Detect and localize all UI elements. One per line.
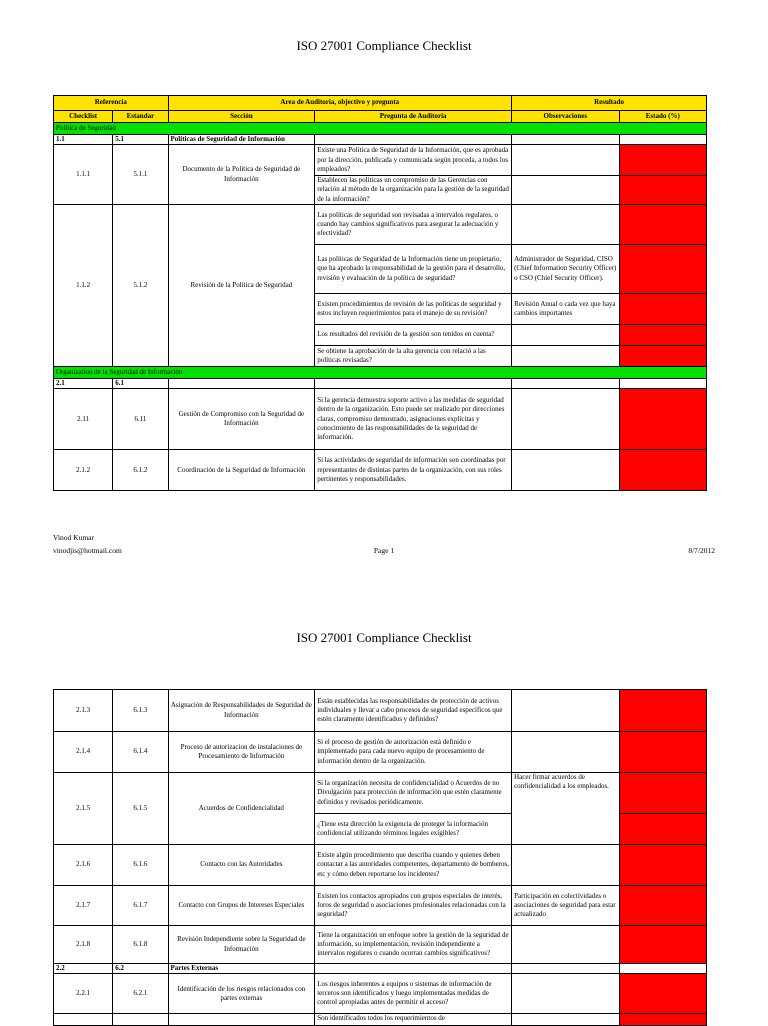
row-checklist: 2.1.8 xyxy=(54,926,113,964)
question: Están establecidas las responsabilidades de protección de activos individuales y llevar a cabo procesos de seguridad específicos que estén claramente identificados y definidos? xyxy=(315,690,512,732)
row-seccion: Coordinación de la Seguridad de Información xyxy=(168,450,315,491)
status-cell[interactable] xyxy=(619,145,706,176)
row-estandar: 6.1.2 xyxy=(113,450,168,491)
status-cell[interactable] xyxy=(619,345,706,366)
observation xyxy=(512,204,619,244)
header-observaciones: Observaciones xyxy=(512,111,619,123)
row-checklist: 2.1.6 xyxy=(54,845,113,886)
row-checklist: 2.11 xyxy=(54,389,113,450)
question: Existe una Política de Seguridad de la Información, que es aprobada por la dirección, publicada y comunicada según proceda, a todos los empleados? xyxy=(315,145,512,176)
observation xyxy=(512,324,619,345)
status-cell[interactable] xyxy=(619,773,706,814)
observation xyxy=(512,389,619,450)
observation xyxy=(512,345,619,366)
question: Las políticas de Seguridad de la Información tiene un propietario, que ha aprobado la responsabilidad de la gestión para el desarrollo, revisión y evaluación de la política de seguridad? xyxy=(315,244,512,293)
question: Existen procedimientos de revisión de las políticas de seguridad y estos incluyen requerimientos para el manejo de su revisión? xyxy=(315,293,512,324)
ref-checklist: 2.1 xyxy=(54,378,113,388)
header-seccion: Sección xyxy=(168,111,315,123)
row-seccion: Proceso de autorizacion de instalaciones de Procesamiento de Información xyxy=(168,732,315,773)
question: Si la organización necesita de confidencialidad o Acuerdos de no Divulgación para protección de información que estén claramente definidos y revisados periódicamente. xyxy=(315,773,512,814)
row-seccion: Identificación de los riesgos relacionados con partes externas xyxy=(168,974,315,1014)
ref-seccion: Politicas de Seguridad de Información xyxy=(168,135,315,145)
question: Se obtiene la aprobación de la alta gerencia con relació a las políticas revisadas? xyxy=(315,345,512,366)
row-seccion: Asignación de Responsabilidades de Seguridad de Información xyxy=(168,690,315,732)
section-organizacion: Organization de la Seguridad de Información xyxy=(54,366,707,378)
observation: Revisión Anual o cada vez que haya cambios importantes xyxy=(512,293,619,324)
section-politica-seguridad: Politica de Seguridad xyxy=(54,123,707,135)
header-checklist: Checklist xyxy=(54,111,113,123)
row-estandar: 6.1.8 xyxy=(113,926,168,964)
ref-checklist: 2.2 xyxy=(54,964,113,974)
row-seccion: Revisión Independiente sobre la Seguridad de Información xyxy=(168,926,315,964)
status-cell[interactable] xyxy=(619,176,706,205)
observation xyxy=(512,145,619,176)
footer-email: vinodjis@hotmail.com xyxy=(53,546,122,555)
row-seccion: Revisión de la Política de Seguridad xyxy=(168,204,315,366)
row-checklist: 2.1.3 xyxy=(54,690,113,732)
row-estandar: 6.1.3 xyxy=(113,690,168,732)
status-cell[interactable] xyxy=(619,244,706,293)
question: Si la gerencia demuestra soporte activo a las medidas de seguridad dentro de la organización. Esto puede ser realizado por direcciones claras, compromiso demostrado, asignaciones explícitas y conocimiento de las responsabilidades de la seguridad de información. xyxy=(315,389,512,450)
header-area: Area de Auditoria, objectivo y pregunta xyxy=(168,96,512,111)
status-cell[interactable] xyxy=(619,814,706,845)
row-checklist: 2.1.2 xyxy=(54,450,113,491)
observation xyxy=(512,450,619,491)
page-title: ISO 27001 Compliance Checklist xyxy=(296,38,472,53)
row-estandar: 6.1.4 xyxy=(113,732,168,773)
question: Tiene la organización un enfoque sobre la gestión de la seguridad de información, su implementación, revisión independiente a intervalos regulares o cuando ocurran cambios significativos? xyxy=(315,926,512,964)
question: Las políticas de seguridad son revisadas a intervalos regulares, o cuando hay cambios significativos para asegurar la adecuación y efectividad? xyxy=(315,204,512,244)
checklist-table-page2 xyxy=(53,689,707,1026)
row-checklist: 1.1.2 xyxy=(54,204,113,366)
checklist-table-page1 xyxy=(53,95,707,491)
header-estandar: Estandar xyxy=(113,111,168,123)
row-checklist: 1.1.1 xyxy=(54,145,113,205)
status-cell[interactable] xyxy=(619,974,706,1014)
ref-checklist: 1.1 xyxy=(54,135,113,145)
observation: Hacer firmar acuerdos de confidencialidad a los empleados. xyxy=(512,773,619,845)
page-title: ISO 27001 Compliance Checklist xyxy=(296,630,472,645)
status-cell[interactable] xyxy=(619,732,706,773)
observation xyxy=(512,176,619,205)
observation: Administrador de Seguridad, CISO (Chief Information Security Officer) o CSO (Chief Security Officer). xyxy=(512,244,619,293)
header-resultado: Resultado xyxy=(512,96,707,111)
footer-page: Page 1 xyxy=(373,546,395,555)
status-cell[interactable] xyxy=(619,293,706,324)
header-estado: Estado (%) xyxy=(619,111,706,123)
status-cell[interactable] xyxy=(619,926,706,964)
row-estandar: 6.1.6 xyxy=(113,845,168,886)
row-checklist: 2.1.4 xyxy=(54,732,113,773)
observation xyxy=(512,690,619,732)
row-seccion: Contacto con las Autoridades xyxy=(168,845,315,886)
ref-seccion: Partes Externas xyxy=(168,964,315,974)
observation xyxy=(512,845,619,886)
question: Si el proceso de gestión de autorización está definido e implementado para cada nuevo equipo de procesamiento de información dentro de la organización. xyxy=(315,732,512,773)
status-cell[interactable] xyxy=(619,886,706,926)
footer-author: Vinod Kumar xyxy=(53,533,95,542)
header-pregunta: Pregunta de Auditoria xyxy=(315,111,512,123)
ref-estandar: 6.2 xyxy=(113,964,168,974)
question: Existen los contactos apropiados con grupos especiales de interés, foros de seguridad o asociaciones profesionales relacionadas con la seguridad? xyxy=(315,886,512,926)
status-cell[interactable] xyxy=(619,690,706,732)
observation xyxy=(512,926,619,964)
question: ¿Tiene esta dirección la exigencia de proteger la información confidencial utilizando términos legales exigibles? xyxy=(315,814,512,845)
footer-date: 8/7/2012 xyxy=(688,546,715,555)
row-estandar: 5.1.1 xyxy=(113,145,168,205)
question: Son identificados todos los requerimientos de xyxy=(315,1014,512,1026)
row-checklist: 2.1.7 xyxy=(54,886,113,926)
ref-estandar: 6.1 xyxy=(113,378,168,388)
observation xyxy=(512,732,619,773)
row-seccion: Contacto con Grupos de Intereses Especiales xyxy=(168,886,315,926)
row-checklist: 2.2.1 xyxy=(54,974,113,1014)
status-cell[interactable] xyxy=(619,450,706,491)
status-cell[interactable] xyxy=(619,204,706,244)
header-referencia: Referencia xyxy=(54,96,169,111)
row-estandar: 6.11 xyxy=(113,389,168,450)
row-seccion: Acuerdos de Confidencialidad xyxy=(168,773,315,845)
observation xyxy=(512,974,619,1014)
question: Los riesgos inherentes a equipos o sistemas de información de terceros son identificados y luego implementadas medidas de control apropiadas antes de permitir el acceso? xyxy=(315,974,512,1014)
row-seccion: Gestión de Compromiso con la Seguridad de Información xyxy=(168,389,315,450)
question: Establecen las políticas un compromiso de las Gerencias con relación al método de la organización para la gestión de la seguridad de la información? xyxy=(315,176,512,205)
question: Existe algún procedimiento que describa cuando y quienes deben contactar a las autoridades competentes, departamento de bomberos, etc y cómo deben reportarse los incidentes? xyxy=(315,845,512,886)
row-estandar: 6.1.5 xyxy=(113,773,168,845)
row-estandar: 6.1.7 xyxy=(113,886,168,926)
row-seccion: Documento de la Política de Seguridad de Información xyxy=(168,145,315,205)
ref-estandar: 5.1 xyxy=(113,135,168,145)
observation: Participación en colectividades o asociaciones de seguridad para estar actualizado xyxy=(512,886,619,926)
row-estandar: 6.2.1 xyxy=(113,974,168,1014)
status-cell[interactable] xyxy=(619,389,706,450)
row-estandar: 5.1.2 xyxy=(113,204,168,366)
status-cell[interactable] xyxy=(619,324,706,345)
question: Los resultados del revisión de la gestión son tenidos en cuenta? xyxy=(315,324,512,345)
status-cell[interactable] xyxy=(619,845,706,886)
question: Si las actividades de seguridad de información son coordinadas por representantes de distintas partes de la organización, con sus roles pertinentes y responsabilidades. xyxy=(315,450,512,491)
row-checklist: 2.1.5 xyxy=(54,773,113,845)
